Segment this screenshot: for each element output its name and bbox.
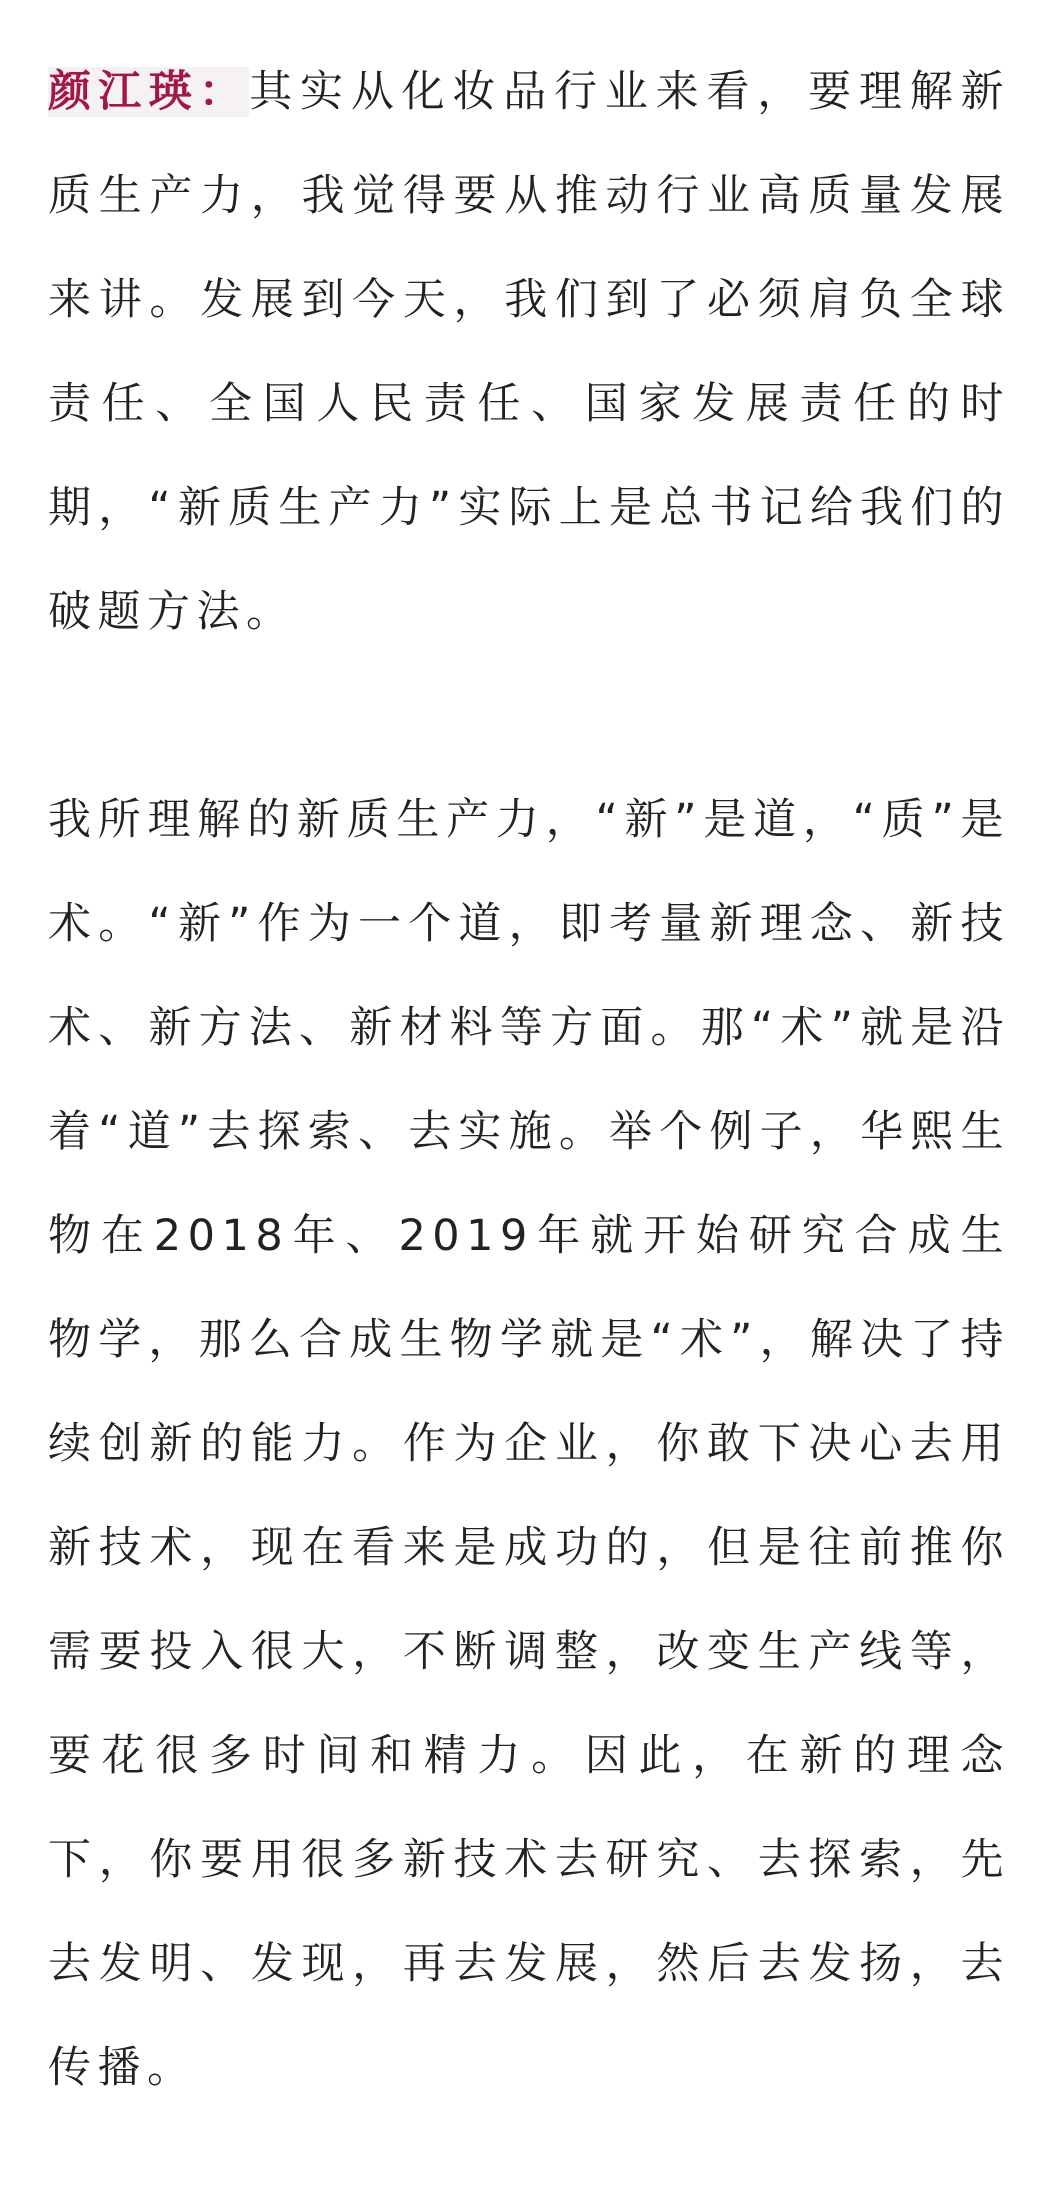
- article-body: [48, 40, 1010, 2120]
- answer-text: 其实从化妆品行业来看，要理解新质生产力，我觉得要从推动行业高质量发展来讲。发展到今天，我们到了必须肩负全球责任、全国人民责任、国家发展责任的时期，“新质生产力”实际上是总书记给我们的破题方法。: [48, 67, 1011, 637]
- body-paragraph: 我所理解的新质生产力，“新”是道，“质”是术。“新”作为一个道，即考量新理念、新技术、新方法、新材料等方面。那“术”就是沿着“道”去探索、去实施。举个例子，华熙生物在2018年、2019年就开始研究合成生物学，那么合成生物学就是“术”，解决了持续创新的能力。作为企业，你敢下决心去用新技术，现在看来是成功的，但是往前推你需要投入很大，不断调整，改变生产线等，要花很多时间和精力。因此，在新的理念下，你要用很多新技术去研究、去探索，先去发明、发现，再去发展，然后去发扬，去传播。: [48, 795, 1010, 2093]
- interview-answer-paragraph: [48, 40, 1010, 664]
- speaker-label: 颜江瑛：: [48, 67, 250, 117]
